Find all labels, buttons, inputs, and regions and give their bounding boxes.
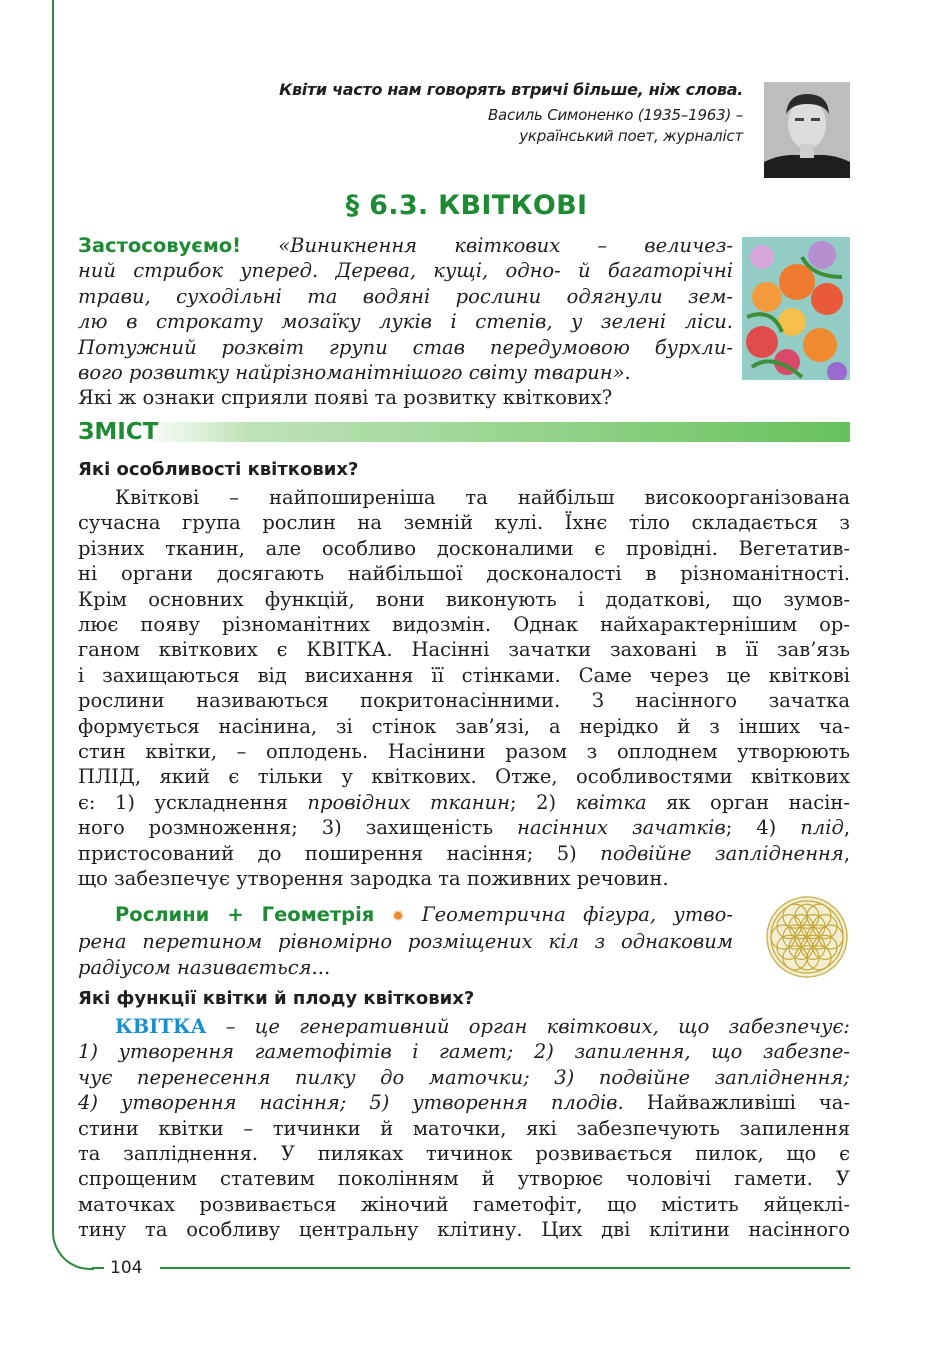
geometry-label: Рослини + Геометрія	[115, 903, 375, 926]
epigraph	[279, 80, 743, 147]
section-label-bar	[78, 422, 850, 442]
page-number: 104	[110, 1258, 143, 1278]
flowers-painting-image	[742, 237, 850, 380]
flower-of-life-image	[765, 895, 849, 979]
term-kvitka: КВІТКА	[115, 1015, 207, 1038]
author-portrait-image	[764, 82, 850, 178]
intro-label: Застосовуємо!	[78, 234, 242, 257]
section-label: ЗМІСТ	[78, 419, 159, 445]
footer-rule-left	[92, 1267, 104, 1269]
epigraph-quote: Квіти часто нам говорять втричі більше, ніж слова.	[279, 80, 743, 99]
section-title: § 6.3. КВІТКОВІ	[345, 190, 588, 221]
question-heading-2: Які функції квітки й плоду квіткових?	[78, 988, 475, 1009]
footer-rule-right	[160, 1267, 850, 1269]
question-heading-1: Які особливості квіткових?	[78, 459, 359, 480]
epigraph-author: Василь Симоненко (1935–1963) – український поет, журналіст	[487, 106, 743, 145]
body-paragraph-2: КВІТКА – це генеративний орган квіткових, що забезпечує: 1) утворення гаметофітів і гамет; 2) запилення, що забезпе- чує перенесення пилку до маточки; 3) подвійне запліднення; 4) утворення насіння; 5) утворення плодів. Найважливіші ча- стини квітки – тичинки й маточки, які забезпечують запилення та запліднення. У пиляках тичинок розвивається пилок, що є спрощеним статевим поколінням й утворює чоловічі гамети. У маточках розвивається жіночий гаметофіт, що містить яйцеклі- тину та особливу центральну клітину. Цих дві клітини насінного	[78, 1015, 851, 1242]
sun-bullet-icon: ✹	[391, 907, 405, 925]
intro-paragraph: Застосовуємо! «Виникнення квіткових – величез- ний стрибок уперед. Дерева, кущі, одно- й багаторічні трави, суходільні та водяні рослини одягнули зем- лю в строкату мозаїку луків і степів, у зелені ліси. Потужний розквіт групи став передумовою бурхли- вого розвитку найрізноманітнішого світу тварин». Які ж ознаки сприяли появі та розвитку квіткових?	[78, 234, 733, 410]
body-paragraph-1: Квіткові – найпоширеніша та найбільш високоорганізована сучасна група рослин на земній кулі. Їхнє тіло складається з різних тканин, але особливо досконалими є провідні. Вегетатив- ні органи досягають найбільшої досконалості в різноманітності. Крім основних функцій, вони виконують і додаткові, що зумов- лює появу різноманітних видозмін. Однак найхарактернішим ор- ганом квіткових є КВІТКА. Насінні зачатки заховані в її зав’язь і захищаються від висихання її стінками. Саме через це квіткові рослини називаються покритонасінними. З насінного зачатка формується насінина, зі стінок зав’язі, а нерідко й з інших ча- стин квітки, – оплодень. Насінини разом з оплоднем утворюють ПЛІД, який є тільки у квіткових. Отже, особливостями квіткових є: 1) ускладнення провідних тканин; 2) квітка як орган насін- ного розмноження; 3) захищеність насінних зачатків; 4) плід, пристосований до поширення насіння; 5) подвійне запліднення, що забезпечує утворення зародка та поживних речовин.	[78, 486, 851, 891]
geometry-paragraph: Рослини + Геометрія ✹ Геометрична фігура, утво- рена перетином рівномірно розміщених кіл з однаковим радіусом називається...	[78, 903, 733, 979]
